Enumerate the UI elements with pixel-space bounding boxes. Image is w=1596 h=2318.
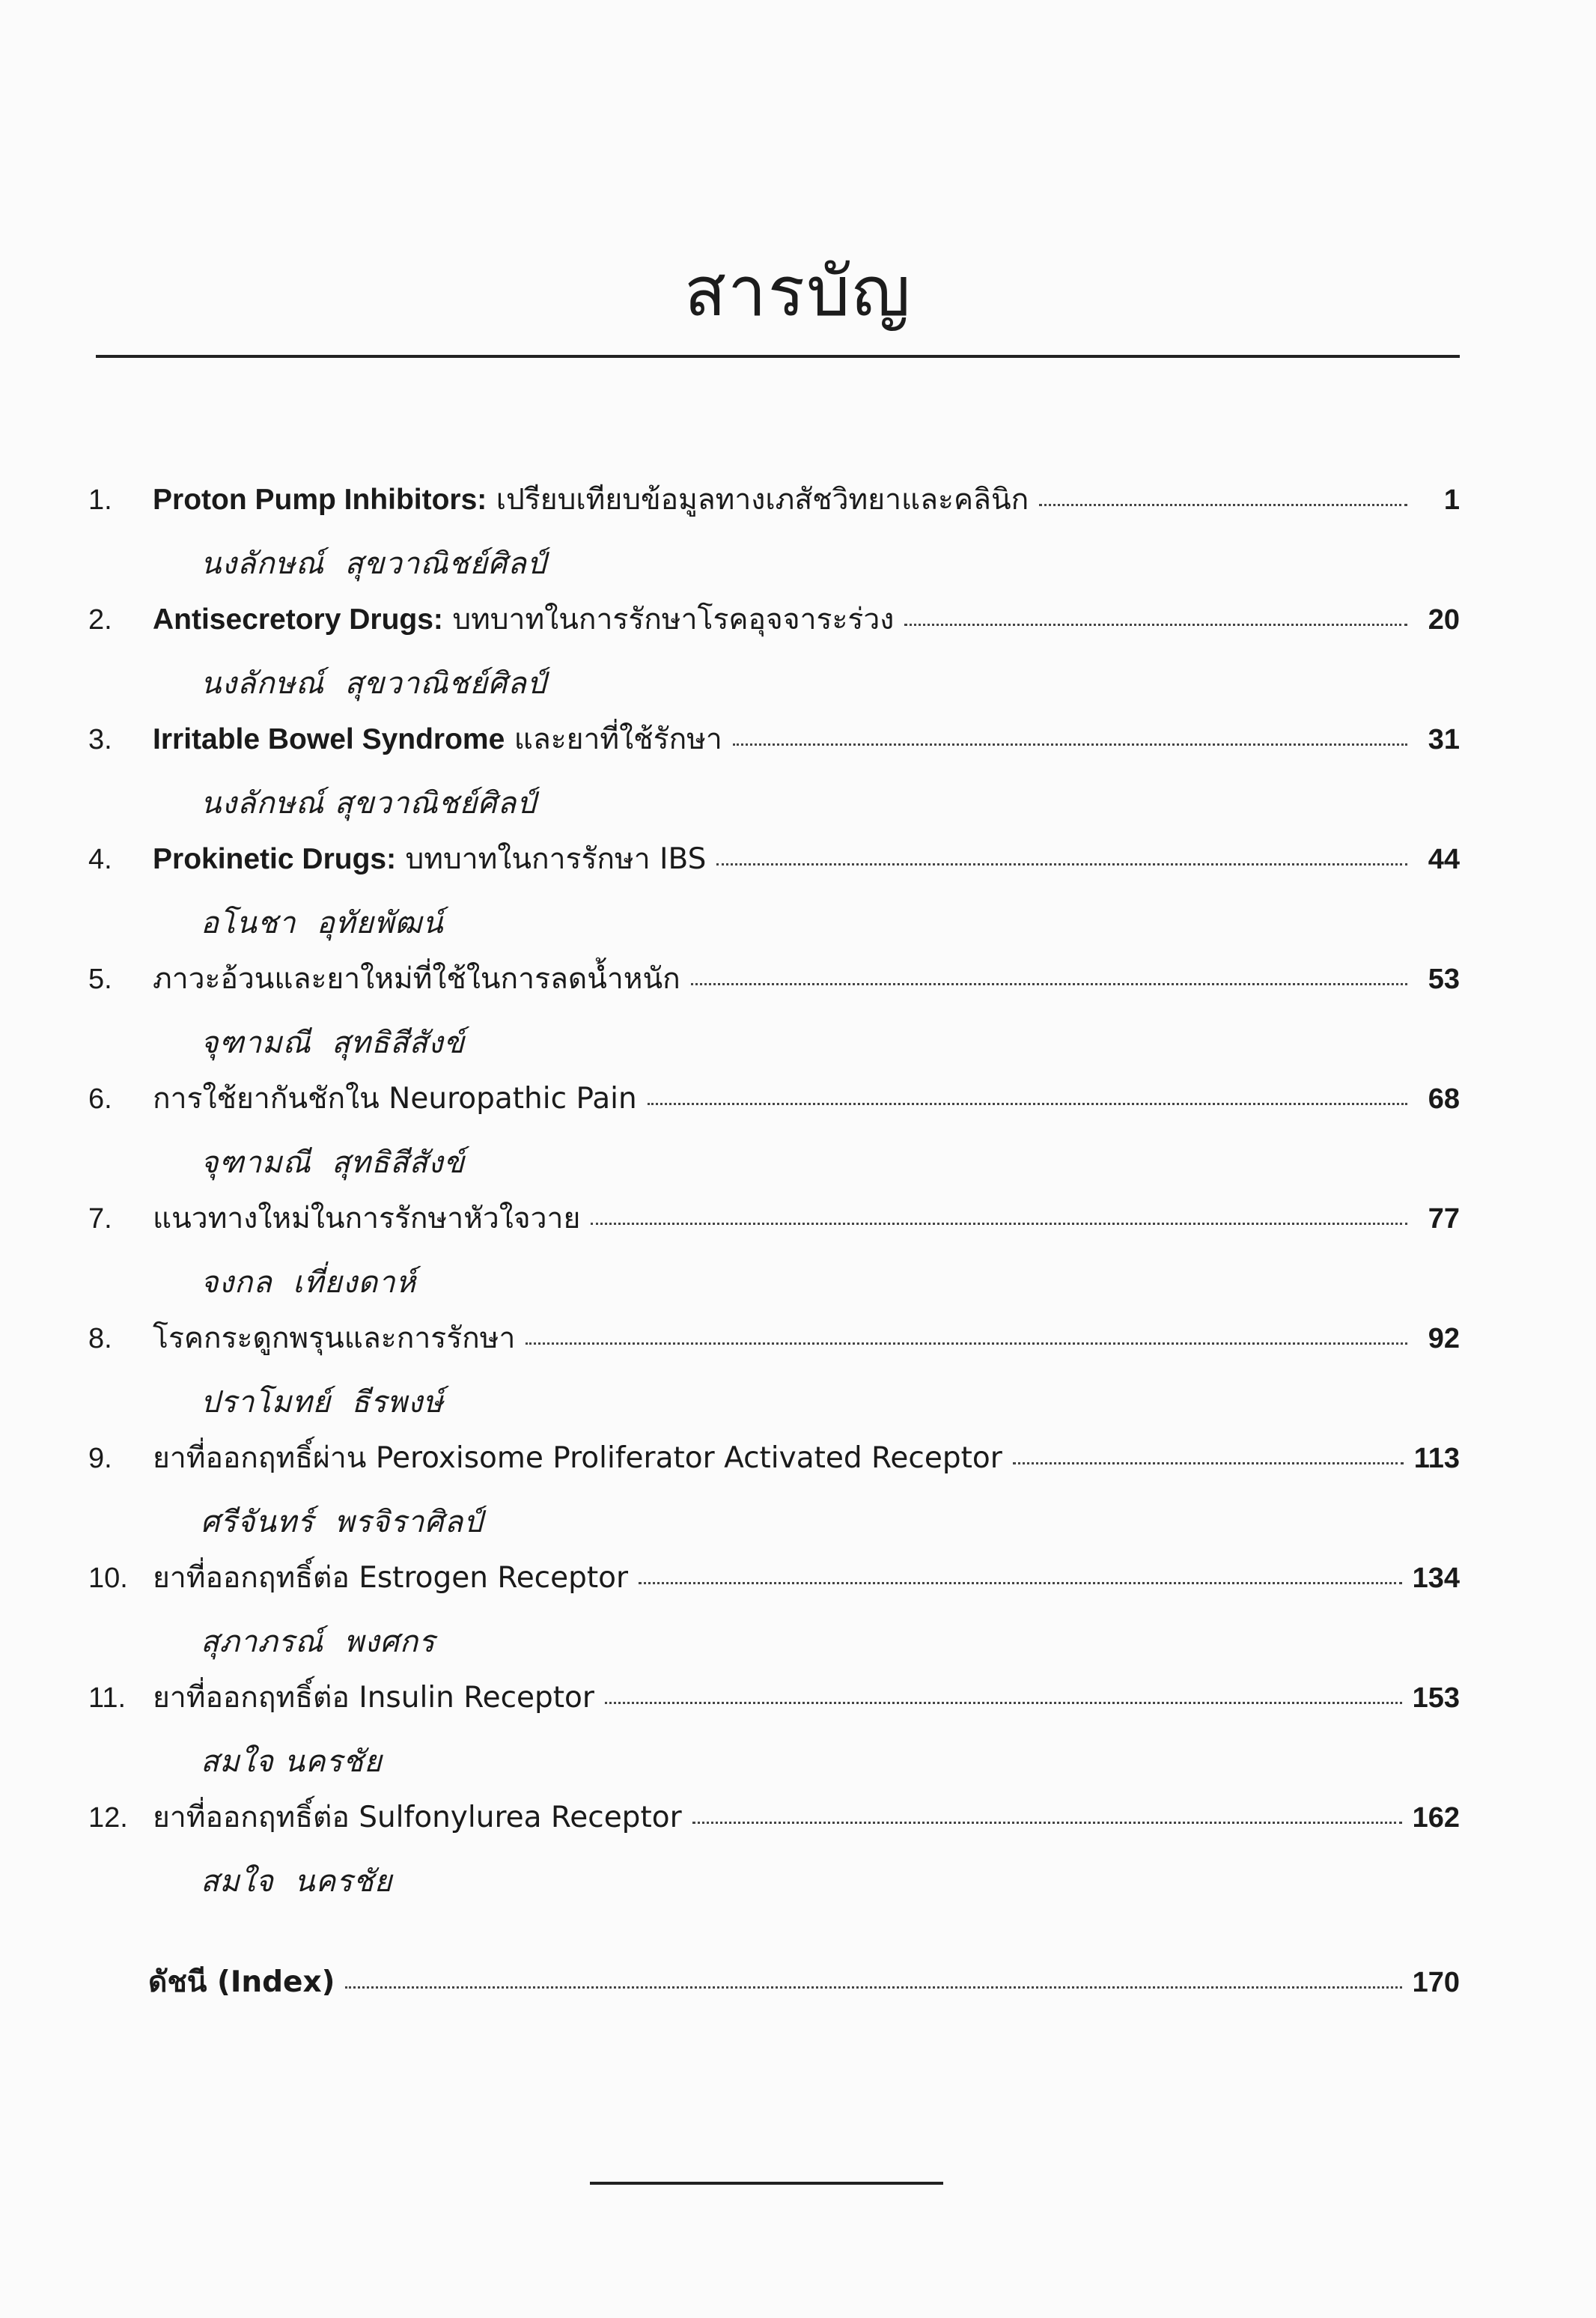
toc-entry-page: 77 [1428, 1203, 1460, 1235]
toc-entry-page: 20 [1428, 604, 1460, 636]
toc-entry-number: 12. [88, 1802, 128, 1834]
toc-entry-title [153, 1554, 628, 1601]
toc-entry-row [88, 1435, 1460, 1497]
toc-entry [88, 1435, 1460, 1554]
toc-entry-author: จงกล เที่ยงดาห์ [201, 1265, 416, 1300]
toc-entry-title-th: โรคกระดูกพรุนและการรักษา [153, 1321, 516, 1355]
toc-entry-number: 6. [88, 1083, 112, 1115]
toc-entry-number: 8. [88, 1323, 112, 1354]
page-title: สารบัญ [683, 252, 912, 332]
dot-leader [591, 1223, 1407, 1225]
toc-entry-title [153, 1435, 1002, 1481]
toc-entry-title [153, 955, 680, 1002]
dot-leader [605, 1702, 1402, 1704]
toc-index-page: 170 [1412, 1967, 1460, 1998]
toc-entry-title-en: Proton Pump Inhibitors: [153, 484, 487, 516]
dot-leader [1039, 504, 1407, 506]
toc-entry-title [153, 476, 1029, 523]
toc-entry-page: 68 [1428, 1083, 1460, 1115]
toc-entry-number: 10. [88, 1563, 128, 1594]
toc-entry-row [88, 596, 1460, 659]
toc-entry-number: 9. [88, 1443, 112, 1474]
toc-entry-title-th: ยาที่ออกฤทธิ์ผ่าน Peroxisome Proliferator Activated Receptor [153, 1441, 1002, 1475]
toc-entry-page: 31 [1428, 724, 1460, 755]
toc-entry [88, 1315, 1460, 1435]
toc-entry [88, 716, 1460, 836]
toc-entry-row [88, 716, 1460, 779]
toc-index-title: ดัชนี (Index) [148, 1965, 335, 1999]
toc-entry-row [88, 955, 1460, 1018]
toc-entry-title-en: Antisecretory Drugs: [153, 603, 443, 636]
toc-entry [88, 1794, 1460, 1914]
toc-entry-row [88, 1674, 1460, 1737]
toc-index-row [88, 1959, 1460, 2022]
toc-entry-page: 162 [1412, 1802, 1460, 1834]
dot-leader [733, 743, 1407, 746]
toc-entry-author: ศรีจันทร์ พรจิราศิลป์ [201, 1505, 484, 1539]
toc-entry-row [88, 836, 1460, 898]
toc-entry-title [153, 1794, 682, 1840]
toc-entry-author: นงลักษณ์ สุขวาณิชย์ศิลป์ [201, 786, 537, 821]
toc-entry-row [88, 1195, 1460, 1258]
dot-leader [648, 1103, 1407, 1105]
toc-entry-row [88, 1315, 1460, 1378]
toc-entry-title-th: ยาที่ออกฤทธิ์ต่อ Estrogen Receptor [153, 1561, 629, 1595]
toc-entry-title [153, 1315, 515, 1361]
toc-entry-title-th: บทบาทในการรักษาโรคอุจจาระร่วง [442, 603, 895, 636]
toc-entry-number: 3. [88, 724, 112, 755]
bottom-rule [590, 2182, 943, 2185]
toc-entry-author: จุฑามณี สุทธิสีสังข์ [201, 1026, 465, 1060]
toc-entry [88, 476, 1460, 596]
toc-entry-row [88, 1075, 1460, 1138]
toc-entry-number: 7. [88, 1203, 112, 1235]
toc-entry-page: 1 [1443, 484, 1460, 516]
dot-leader [1013, 1462, 1404, 1464]
toc-entry-number: 5. [88, 964, 112, 995]
toc-entry-number: 4. [88, 844, 112, 875]
toc-entry-page: 44 [1428, 844, 1460, 875]
toc-entry [88, 1554, 1460, 1674]
toc-entry-title-th: ยาที่ออกฤทธิ์ต่อ Insulin Receptor [153, 1681, 594, 1715]
toc-entry-title-th: ภาวะอ้วนและยาใหม่ที่ใช้ในการลดน้ำหนัก [153, 962, 680, 996]
dot-leader [904, 624, 1407, 626]
toc-entry [88, 836, 1460, 955]
dot-leader [716, 863, 1407, 866]
toc-entry-row [88, 1554, 1460, 1617]
toc-entry-title [153, 1674, 594, 1721]
dot-leader [691, 983, 1407, 985]
toc-entry-author: อโนชา อุทัยพัฒน์ [201, 906, 444, 940]
toc-entry-page: 92 [1428, 1323, 1460, 1354]
toc-entry-number: 1. [88, 484, 112, 516]
dot-leader [345, 1986, 1401, 1989]
toc-entry [88, 955, 1460, 1075]
toc-entry-page: 134 [1412, 1563, 1460, 1594]
toc-entry-title [153, 596, 894, 642]
toc-entry-number: 2. [88, 604, 112, 636]
toc-entry-page: 153 [1412, 1682, 1460, 1714]
toc-entry-author: นงลักษณ์ สุขวาณิชย์ศิลป์ [201, 666, 547, 701]
toc-entry-author: นงลักษณ์ สุขวาณิชย์ศิลป์ [201, 547, 547, 581]
toc-entry-title-th: และยาที่ใช้รักษา [505, 723, 722, 756]
toc-entry [88, 596, 1460, 716]
toc-entry-title [153, 836, 706, 882]
toc-entry [88, 1075, 1460, 1195]
toc-entry-author: ปราโมทย์ ธีรพงษ์ [201, 1385, 444, 1420]
toc-entry-author: สมใจ นครชัย [201, 1744, 383, 1779]
toc-entry-title-th: การใช้ยากันชักใน Neuropathic Pain [153, 1082, 637, 1116]
toc-entry-title-th: เปรียบเทียบข้อมูลทางเภสัชวิทยาและคลินิก [487, 483, 1029, 517]
toc-entry-title-th: แนวทางใหม่ในการรักษาหัวใจวาย [153, 1202, 581, 1235]
toc-entry-title [153, 716, 722, 762]
toc-entry-row [88, 476, 1460, 539]
title-rule [96, 355, 1460, 358]
toc-entry-title [153, 1075, 637, 1122]
toc-entry-title-en: Prokinetic Drugs: [153, 843, 397, 875]
dot-leader [526, 1342, 1407, 1345]
toc-entry-title-en: Irritable Bowel Syndrome [153, 723, 505, 755]
toc-entry-title-th: ยาที่ออกฤทธิ์ต่อ Sulfonylurea Receptor [153, 1801, 682, 1834]
toc-entry-number: 11. [88, 1682, 127, 1714]
toc-entry-title-th: บทบาทในการรักษา IBS [396, 842, 707, 876]
toc-entry-row [88, 1794, 1460, 1857]
dot-leader [639, 1582, 1402, 1584]
toc-entry-page: 53 [1428, 964, 1460, 995]
dot-leader [692, 1822, 1402, 1824]
toc-entry-author: สมใจ นครชัย [201, 1864, 393, 1899]
table-of-contents [88, 476, 1460, 2022]
toc-entry-page: 113 [1413, 1443, 1460, 1474]
toc-entry-title [153, 1195, 580, 1241]
toc-entry [88, 1674, 1460, 1794]
toc-entry-author: จุฑามณี สุทธิสีสังข์ [201, 1146, 465, 1180]
toc-entry [88, 1195, 1460, 1315]
toc-entry-author: สุภาภรณ์ พงศกร [201, 1625, 436, 1659]
